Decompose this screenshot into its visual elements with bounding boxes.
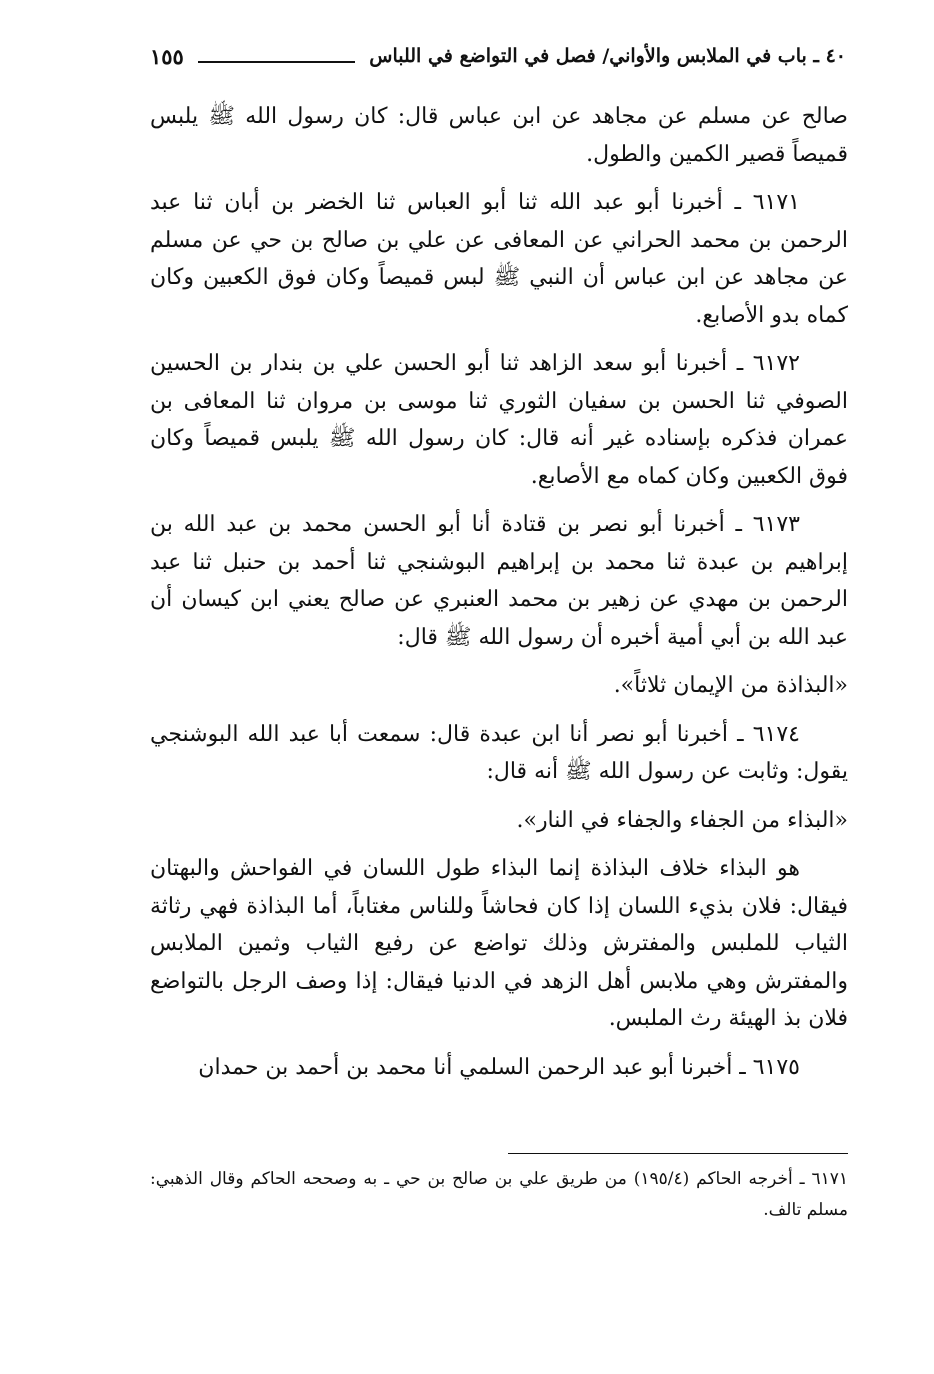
main-text — [150, 98, 848, 1097]
page-number: ١٥٥ — [150, 43, 184, 69]
hadith-6171: ٦١٧١ ـ أخبرنا أبو عبد الله ثنا أبو العباس ثنا الخضر بن أبان ثنا عبد الرحمن بن محمد الحراني عن المعافى عن علي بن صالح بن حي عن مسلم عن مجاهد عن ابن عباس أن النبي ﷺ لبس قميصاً وكان فوق الكعبين وكان كماه بدو الأصابع. — [150, 190, 848, 328]
running-header — [150, 36, 846, 76]
hadith-6175: ٦١٧٥ ـ أخبرنا أبو عبد الرحمن السلمي أنا محمد بن أحمد بن حمدان — [198, 1054, 800, 1080]
header-rule — [198, 61, 355, 63]
footnote-divider — [508, 1153, 848, 1154]
hadith-6174-quote: «البذاء من الجفاء والجفاء في النار». — [516, 807, 848, 833]
footnote-6171: ٦١٧١ ـ أخرجه الحاكم (١٩٥/٤) من طريق علي بن صالح بن حي ـ به وصححه الحاكم وقال الذهبي: مسلم تالف. — [150, 1169, 848, 1220]
hadith-6174: ٦١٧٤ ـ أخبرنا أبو نصر أنا ابن عبدة قال: سمعت أبا عبد الله البوشنجي يقول: وثابت عن رسول الله ﷺ أنه قال: — [150, 721, 848, 784]
paragraph-continuation: صالح عن مسلم عن مجاهد عن ابن عباس قال: كان رسول الله ﷺ يلبس قميصاً قصير الكمين والطول. — [150, 104, 848, 167]
hadith-6173-quote: «البذاذة من الإيمان ثلاثاً». — [613, 673, 848, 698]
hadith-6173: ٦١٧٣ ـ أخبرنا أبو نصر بن قتادة أنا أبو الحسن محمد بن عبد الله بن إبراهيم بن عبدة ثنا محمد بن إبراهيم البوشنجي ثنا أحمد بن حنبل ثنا عبد الرحمن بن مهدي عن زهير بن محمد العنبري عن صالح يعني ابن كيسان أن عبد الله بن أبي أمية أخبره أن رسول الله ﷺ قال: — [150, 512, 848, 650]
chapter-title: ٤٠ ـ باب في الملابس والأواني/ فصل في التواضع في اللباس — [369, 45, 846, 67]
hadith-6172: ٦١٧٢ ـ أخبرنا أبو سعد الزاهد ثنا أبو الحسن علي بن بندار بن الحسين الصوفي ثنا الحسن بن سفيان الثوري ثنا موسى بن مروان ثنا المعافى بن عمران فذكره بإسناده غير أنه قال: كان رسول الله ﷺ يلبس قميصاً وكان فوق الكعبين وكان كماه مع الأصابع. — [150, 351, 848, 489]
footnote — [150, 1164, 848, 1226]
commentary-paragraph: هو البذاء خلاف البذاذة إنما البذاء طول اللسان في الفواحش والبهتان فيقال: فلان بذيء اللسان إذا كان فحاشاً وللناس مغتاباً، أما البذاذة فهي رثاثة الثياب للملبس والمفترش وذلك تواضع عن رفيع الثياب وثمين الملابس والمفترش وهي ملابس أهل الزهد في الدنيا فيقال: إذا وصف الرجل بالتواضع فلان بذ الهيئة رث الملبس. — [150, 856, 848, 1031]
